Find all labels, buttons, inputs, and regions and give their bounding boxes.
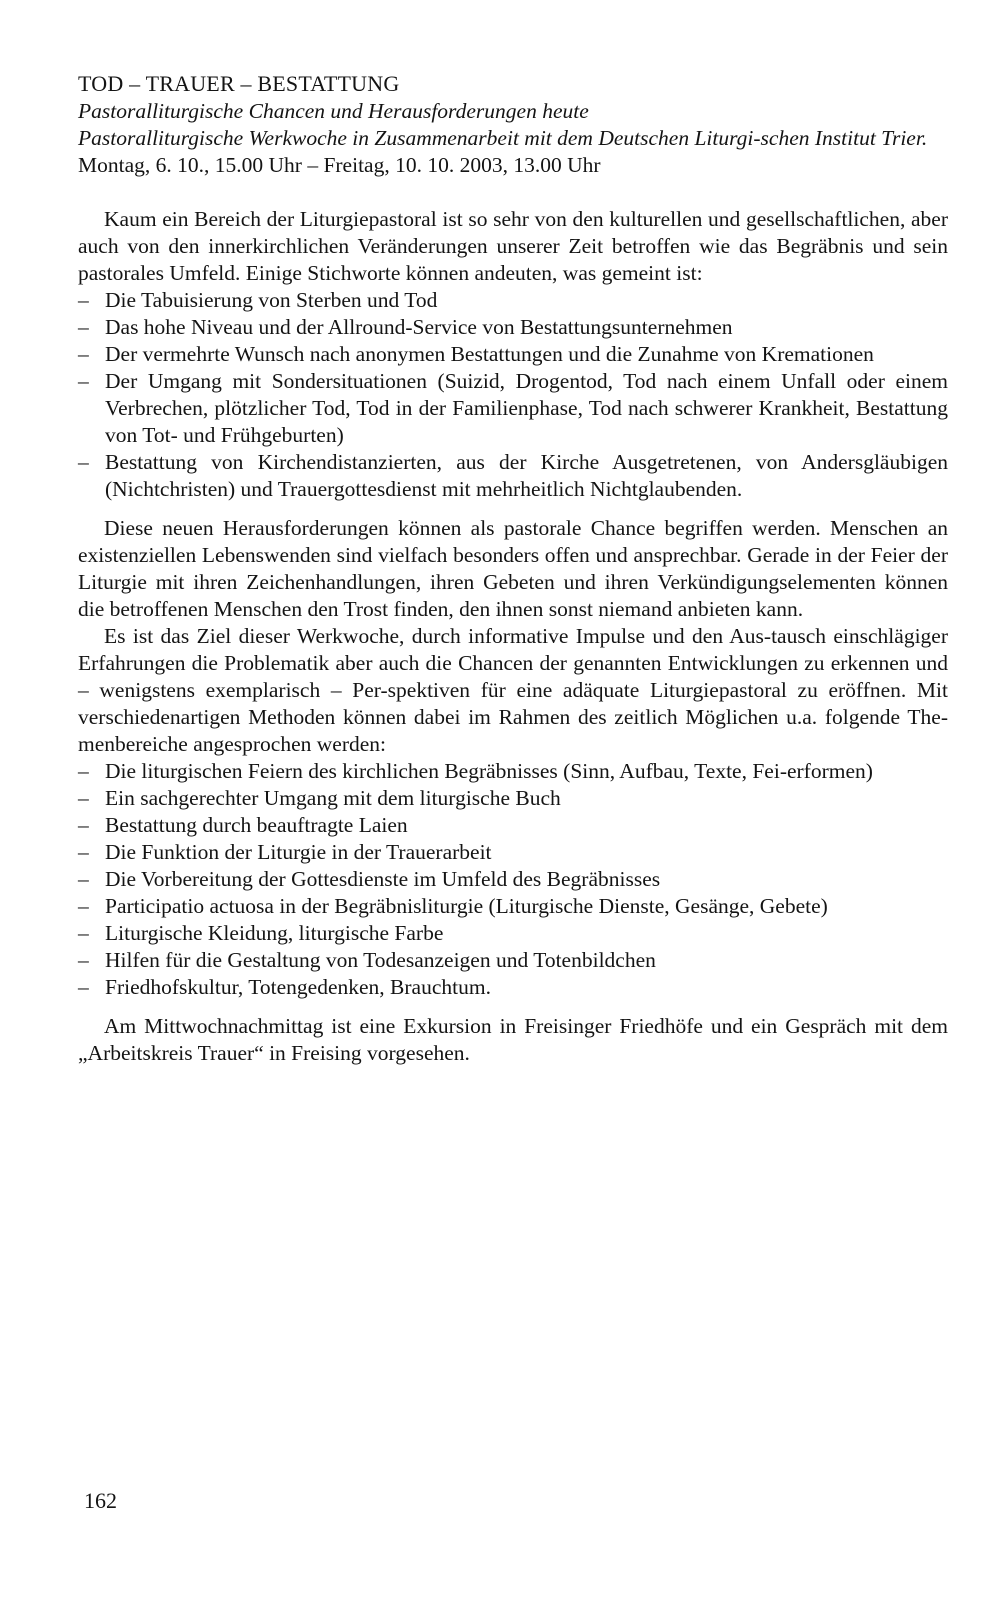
- list-item: [78, 287, 948, 314]
- list-item: [78, 812, 948, 839]
- list-item-text: Bestattung durch beauftragte Laien: [105, 813, 408, 837]
- list-item: [78, 839, 948, 866]
- dash-marker: –: [78, 786, 89, 810]
- list-item-text: Friedhofskultur, Totengedenken, Brauchtum.: [105, 975, 491, 999]
- list-item: [78, 974, 948, 1001]
- list-item-text: Hilfen für die Gestaltung von Todesanzeigen und Totenbildchen: [105, 948, 656, 972]
- opportunity-paragraph: Diese neuen Herausforderungen können als pastorale Chance begriffen werden. Menschen an existenziellen Lebenswenden sind vielfach besonders offen und ansprechbar. Gerade in der Feier der Liturgie mit ihren Zeichenhandlungen, ihren Gebeten und ihren Verkündigungselementen können die betroffenen Menschen den Trost finden, den ihnen sonst niemand anbieten kann.: [78, 516, 948, 621]
- list-item: [78, 314, 948, 341]
- dash-marker: –: [78, 342, 89, 366]
- list-item: [78, 785, 948, 812]
- list-item-text: Der Umgang mit Sondersituationen (Suizid, Drogentod, Tod nach einem Unfall oder einem Verbrechen, plötzlicher Tod, Tod in der Familienphase, Tod nach schwerer Krankheit, Bestattung von Tot- und Frühgeburten): [105, 369, 948, 447]
- list-item: [78, 893, 948, 920]
- topics-list: [78, 758, 948, 1001]
- list-item-text: Bestattung von Kirchendistanzierten, aus der Kirche Ausgetretenen, von Andersgläubigen (Nichtchristen) und Trauergottesdienst mit mehrheitlich Nichtglaubenden.: [105, 450, 948, 501]
- goal-paragraph: Es ist das Ziel dieser Werkwoche, durch informative Impulse und den Aus-tausch einschlägiger Erfahrungen die Problematik aber auch die Chancen der genannten Entwicklungen zu erkennen und – wenigstens exemplarisch – Per-spektiven für eine adäquate Liturgiepastoral zu eröffnen. Mit verschiedenartigen Methoden können dabei im Rahmen des zeitlich Möglichen u.a. folgende The-menbereiche angesprochen werden:: [78, 624, 948, 756]
- dash-marker: –: [78, 759, 89, 783]
- list-item: [78, 920, 948, 947]
- list-item-text: Das hohe Niveau und der Allround-Service von Bestattungsunternehmen: [105, 315, 733, 339]
- list-item-text: Die liturgischen Feiern des kirchlichen Begräbnisses (Sinn, Aufbau, Texte, Fei-erformen): [105, 759, 873, 783]
- dash-marker: –: [78, 948, 89, 972]
- event-date: Montag, 6. 10., 15.00 Uhr – Freitag, 10. 10. 2003, 13.00 Uhr: [78, 153, 601, 177]
- document-page: [78, 70, 948, 1067]
- list-item-text: Ein sachgerechter Umgang mit dem liturgische Buch: [105, 786, 561, 810]
- page-number: 162: [84, 1488, 117, 1513]
- document-subtitle-cooperation: Pastoralliturgische Werkwoche in Zusammenarbeit mit dem Deutschen Liturgi-schen Institut Trier.: [78, 126, 928, 150]
- dash-marker: –: [78, 921, 89, 945]
- dash-marker: –: [78, 867, 89, 891]
- closing-paragraph: Am Mittwochnachmittag ist eine Exkursion in Freisinger Friedhöfe und ein Gespräch mit dem „Arbeitskreis Trauer“ in Freising vorgesehen.: [78, 1014, 948, 1065]
- list-item-text: Die Vorbereitung der Gottesdienste im Umfeld des Begräbnisses: [105, 867, 661, 891]
- list-item-text: Die Funktion der Liturgie in der Trauerarbeit: [105, 840, 492, 864]
- dash-marker: –: [78, 813, 89, 837]
- intro-paragraph: Kaum ein Bereich der Liturgiepastoral ist so sehr von den kulturellen und gesellschaftlichen, aber auch von den innerkirchlichen Veränderungen unserer Zeit betroffen wie das Begräbnis und sein pastorales Umfeld. Einige Stichworte können andeuten, was gemeint ist:: [78, 207, 948, 285]
- dash-marker: –: [78, 288, 89, 312]
- list-item-text: Die Tabuisierung von Sterben und Tod: [105, 288, 438, 312]
- dash-marker: –: [78, 369, 89, 393]
- list-item: [78, 947, 948, 974]
- document-title: TOD – TRAUER – BESTATTUNG: [78, 71, 400, 96]
- dash-marker: –: [78, 315, 89, 339]
- dash-marker: –: [78, 840, 89, 864]
- dash-marker: –: [78, 975, 89, 999]
- list-item: [78, 758, 948, 785]
- list-item: [78, 866, 948, 893]
- list-item-text: Der vermehrte Wunsch nach anonymen Bestattungen und die Zunahme von Kremationen: [105, 342, 874, 366]
- dash-marker: –: [78, 450, 89, 474]
- list-item-text: Liturgische Kleidung, liturgische Farbe: [105, 921, 444, 945]
- list-item-text: Participatio actuosa in der Begräbnisliturgie (Liturgische Dienste, Gesänge, Gebete): [105, 894, 828, 918]
- list-item: [78, 368, 948, 449]
- challenges-list: [78, 287, 948, 503]
- dash-marker: –: [78, 894, 89, 918]
- list-item: [78, 341, 948, 368]
- list-item: [78, 449, 948, 503]
- document-subtitle: Pastoralliturgische Chancen und Herausforderungen heute: [78, 99, 589, 123]
